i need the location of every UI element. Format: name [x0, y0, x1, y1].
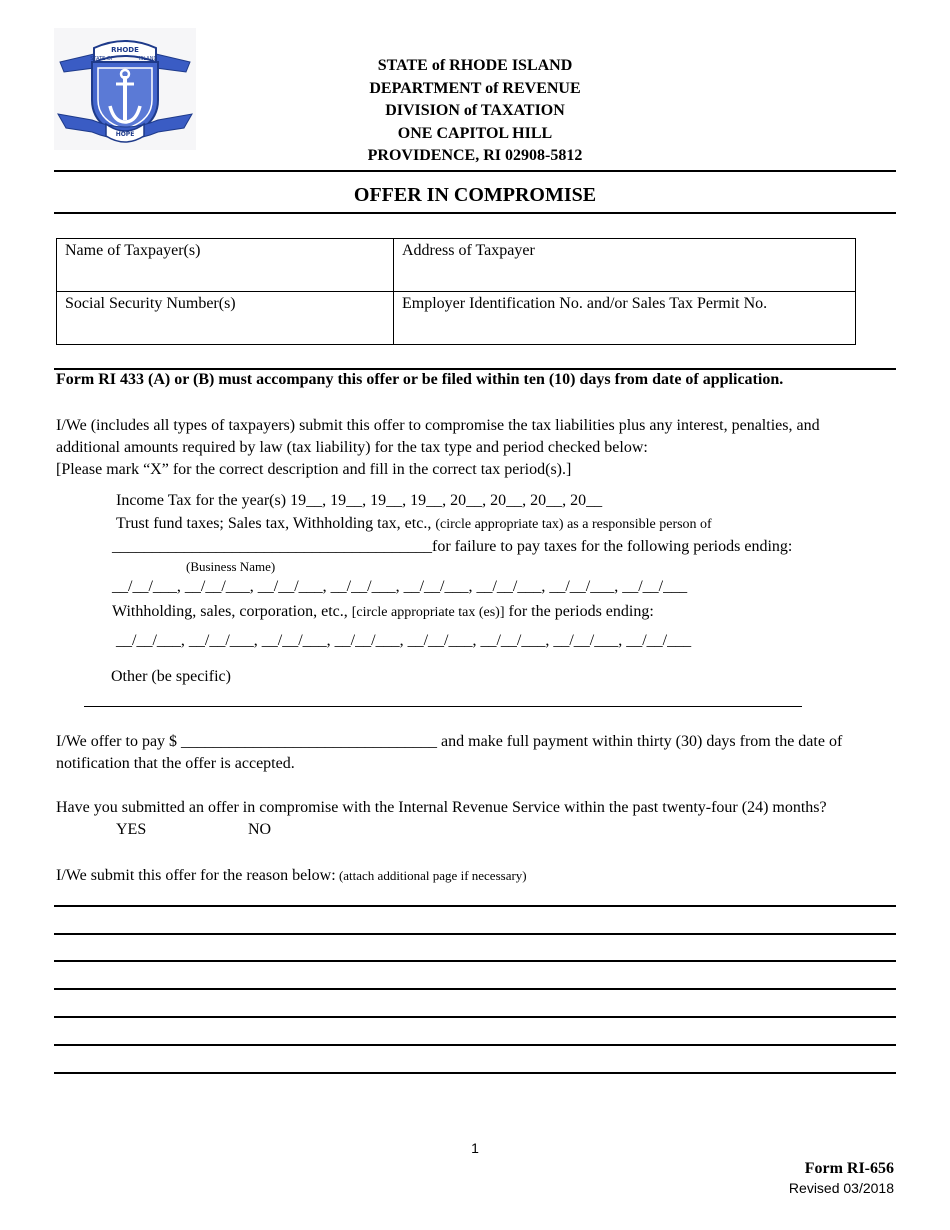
other-option-label[interactable]: Other (be specific) — [111, 668, 231, 685]
withholding-periods[interactable]: __/__/___, __/__/___, __/__/___, __/__/___, __/__/___, __/__/___, __/__/___, __/__/___ — [116, 632, 692, 649]
ssn-field[interactable] — [57, 292, 394, 345]
form-433-notice: Form RI 433 (A) or (B) must accompany this offer or be filed within ten (10) days from date of application. — [56, 371, 784, 388]
seal-text-left: STATE OF — [90, 56, 114, 62]
taxpayer-name-field[interactable] — [57, 239, 394, 292]
business-name-caption: (Business Name) — [186, 559, 276, 574]
reason-line-6[interactable] — [54, 1044, 896, 1046]
form-title: OFFER IN COMPROMISE — [353, 184, 597, 206]
irs-offer-question: Have you submitted an offer in compromise with the Internal Revenue Service within the past twenty-four (24) months? — [56, 799, 827, 816]
form-id: Form RI-656 — [804, 1160, 894, 1177]
header-rule-bottom — [54, 212, 896, 214]
intro-line-3: [Please mark “X” for the correct description and fill in the correct tax period(s).] — [56, 461, 572, 478]
trust-fund-periods[interactable]: __/__/___, __/__/___, __/__/___, __/__/___, __/__/___, __/__/___, __/__/___, __/__/___ — [112, 578, 688, 595]
reason-note: (attach additional page if necessary) — [335, 868, 527, 883]
reason-line-7[interactable] — [54, 1072, 896, 1074]
trust-fund-option[interactable] — [116, 515, 712, 533]
intro-line-1: I/We (includes all types of taxpayers) submit this offer to compromise the tax liabilities plus any interest, penalties, and — [56, 417, 820, 434]
ein-label: Employer Identification No. and/or Sales Tax Permit No. — [402, 295, 768, 312]
page-number: 1 — [471, 1140, 479, 1156]
header-line-state: STATE of RHODE ISLAND — [377, 57, 573, 74]
reason-line-3[interactable] — [54, 960, 896, 962]
ein-field[interactable] — [394, 292, 856, 345]
intro-line-2: additional amounts required by law (tax liability) for the tax type and period checked below: — [56, 439, 648, 456]
seal-text-bottom: HOPE — [115, 131, 135, 138]
reason-label: I/We submit this offer for the reason below: — [56, 867, 336, 884]
reason-line-5[interactable] — [54, 1016, 896, 1018]
income-tax-option[interactable]: Income Tax for the year(s) 19__, 19__, 19__, 19__, 20__, 20__, 20__, 20__ — [116, 492, 603, 509]
other-specify-line[interactable] — [84, 706, 802, 707]
offer-paragraph — [56, 731, 906, 775]
reason-line-1[interactable] — [54, 905, 896, 907]
seal-text-top: RHODE — [111, 46, 139, 54]
business-name-line[interactable]: ________________________________________for failure to pay taxes for the following periods ending: — [112, 538, 793, 555]
taxpayer-name-label: Name of Taxpayer(s) — [65, 242, 201, 259]
header-line-department: DEPARTMENT of REVENUE — [369, 79, 581, 97]
agency-header — [300, 55, 650, 168]
withholding-option[interactable] — [112, 603, 654, 621]
irs-yes-option[interactable]: YES — [116, 821, 147, 838]
header-line-street: ONE CAPITOL HILL — [397, 124, 553, 142]
intro-paragraph — [56, 415, 906, 481]
ssn-label: Social Security Number(s) — [65, 295, 236, 312]
reason-line-2[interactable] — [54, 933, 896, 935]
header-line-division: DIVISION of TAXATION — [385, 102, 565, 119]
reason-label-line — [56, 867, 527, 885]
taxpayer-info-table — [56, 238, 856, 345]
state-seal-icon — [54, 28, 196, 150]
taxpayer-address-label: Address of Taxpayer — [402, 242, 535, 259]
offer-amount-line[interactable]: I/We offer to pay $ ________________________________ and make full payment within thirty (30) days from the date of — [56, 733, 843, 750]
revision-date: Revised 03/2018 — [788, 1180, 894, 1196]
irs-no-option[interactable]: NO — [248, 821, 272, 838]
taxpayer-address-field[interactable] — [394, 239, 856, 292]
trust-fund-note: (circle appropriate tax) as a responsible person of — [435, 517, 712, 532]
notice-rule — [54, 368, 896, 370]
withholding-text: Withholding, sales, corporation, etc., — [112, 603, 352, 620]
trust-fund-text: Trust fund taxes; Sales tax, Withholding tax, etc., — [116, 515, 436, 532]
offer-line-2: notification that the offer is accepted. — [56, 755, 295, 772]
withholding-note: [circle appropriate tax (es)] — [351, 605, 505, 620]
withholding-end: for the periods ending: — [504, 603, 654, 620]
header-line-city: PROVIDENCE, RI 02908-5812 — [367, 147, 583, 164]
header-rule-top — [54, 170, 896, 172]
reason-line-4[interactable] — [54, 988, 896, 990]
seal-text-right: ISLAND — [138, 56, 158, 62]
